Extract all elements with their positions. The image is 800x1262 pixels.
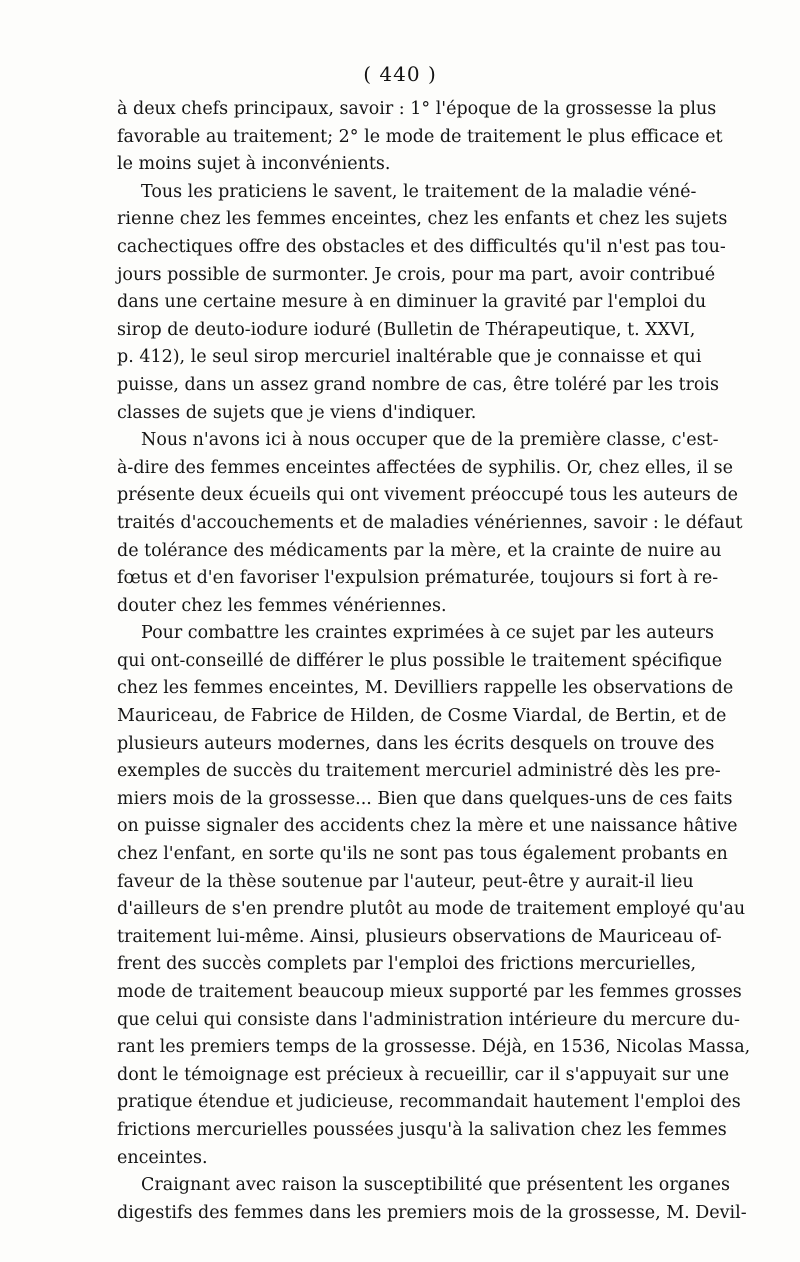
text-line: chez les femmes enceintes, M. Devilliers rappelle les observations de	[117, 678, 734, 699]
text-line: Nous n'avons ici à nous occuper que de la première classe, c'est-	[141, 430, 719, 451]
text-line: Tous les praticiens le savent, le traitement de la maladie véné-	[141, 181, 697, 202]
text-line: chez l'enfant, en sorte qu'ils ne sont pas tous également probants en	[117, 844, 728, 865]
text-line: dans une certaine mesure à en diminuer la gravité par l'emploi du	[117, 292, 707, 313]
text-line: Mauriceau, de Fabrice de Hilden, de Cosme Viardal, de Bertin, et de	[117, 706, 727, 727]
text-line: puisse, dans un assez grand nombre de cas, être toléré par les trois	[117, 374, 720, 395]
text-line: jours possible de surmonter. Je crois, pour ma part, avoir contribué	[117, 264, 716, 285]
body-text	[117, 96, 751, 1227]
text-line: dont le témoignage est précieux à recueillir, car il s'appuyait sur une	[117, 1064, 730, 1085]
paragraph-4	[117, 620, 751, 1172]
page-number: ( 440 )	[363, 62, 437, 86]
text-line: Craignant avec raison la susceptibilité que présentent les organes	[141, 1175, 730, 1196]
text-line: qui ont-conseillé de différer le plus possible le traitement spécifique	[117, 650, 723, 671]
text-line: Pour combattre les craintes exprimées à ce sujet par les auteurs	[141, 623, 714, 644]
text-line: frictions mercurielles poussées jusqu'à la salivation chez les femmes	[117, 1119, 727, 1140]
text-line: miers mois de la grossesse... Bien que dans quelques-uns de ces faits	[117, 788, 733, 809]
text-line: p. 412), le seul sirop mercuriel inaltérable que je connaisse et qui	[117, 347, 702, 368]
text-line: sirop de deuto-iodure ioduré (Bulletin de Thérapeutique, t. XXVI,	[117, 319, 696, 340]
text-line: le moins sujet à inconvénients.	[117, 154, 391, 175]
text-line: classes de sujets que je viens d'indiquer.	[117, 402, 477, 423]
text-line: cachectiques offre des obstacles et des difficultés qu'il n'est pas tou-	[117, 236, 726, 257]
paragraph-2	[117, 179, 728, 427]
text-line: rant les premiers temps de la grossesse. Déjà, en 1536, Nicolas Massa,	[117, 1037, 751, 1058]
text-line: à deux chefs principaux, savoir : 1° l'époque de la grossesse la plus	[117, 99, 717, 119]
paragraph-5	[117, 1172, 747, 1227]
text-line: traités d'accouchements et de maladies vénériennes, savoir : le défaut	[117, 512, 743, 533]
paragraph-1	[117, 96, 723, 179]
text-line: de tolérance des médicaments par la mère, et la crainte de nuire au	[117, 540, 722, 561]
text-line: présente deux écueils qui ont vivement préoccupé tous les auteurs de	[117, 485, 739, 506]
text-line: on puisse signaler des accidents chez la mère et une naissance hâtive	[117, 816, 738, 837]
text-line: à-dire des femmes enceintes affectées de syphilis. Or, chez elles, il se	[117, 457, 733, 478]
text-line: exemples de succès du traitement mercuriel administré dès les pre-	[117, 761, 721, 782]
paragraph-3	[117, 427, 743, 620]
text-line: que celui qui consiste dans l'administration intérieure du mercure du-	[117, 1009, 740, 1030]
text-line: douter chez les femmes vénériennes.	[117, 595, 447, 616]
text-line: plusieurs auteurs modernes, dans les écrits desquels on trouve des	[117, 733, 715, 754]
text-line: faveur de la thèse soutenue par l'auteur, peut-être y aurait-il lieu	[117, 871, 694, 892]
text-line: digestifs des femmes dans les premiers mois de la grossesse, M. Devil-	[117, 1202, 747, 1223]
text-line: mode de traitement beaucoup mieux supporté par les femmes grosses	[117, 982, 742, 1002]
text-line: d'ailleurs de s'en prendre plutôt au mode de traitement employé qu'au	[117, 899, 746, 920]
text-line: enceintes.	[117, 1147, 208, 1168]
text-line: favorable au traitement; 2° le mode de traitement le plus efficace et	[117, 126, 723, 147]
text-line: traitement lui-même. Ainsi, plusieurs observations de Mauriceau of-	[117, 926, 722, 947]
text-line: fœtus et d'en favoriser l'expulsion prématurée, toujours si fort à re-	[117, 568, 719, 589]
text-line: frent des succès complets par l'emploi des frictions mercurielles,	[117, 954, 697, 975]
text-line: rienne chez les femmes enceintes, chez les enfants et chez les sujets	[117, 209, 728, 230]
text-line: pratique étendue et judicieuse, recommandait hautement l'emploi des	[117, 1092, 741, 1113]
